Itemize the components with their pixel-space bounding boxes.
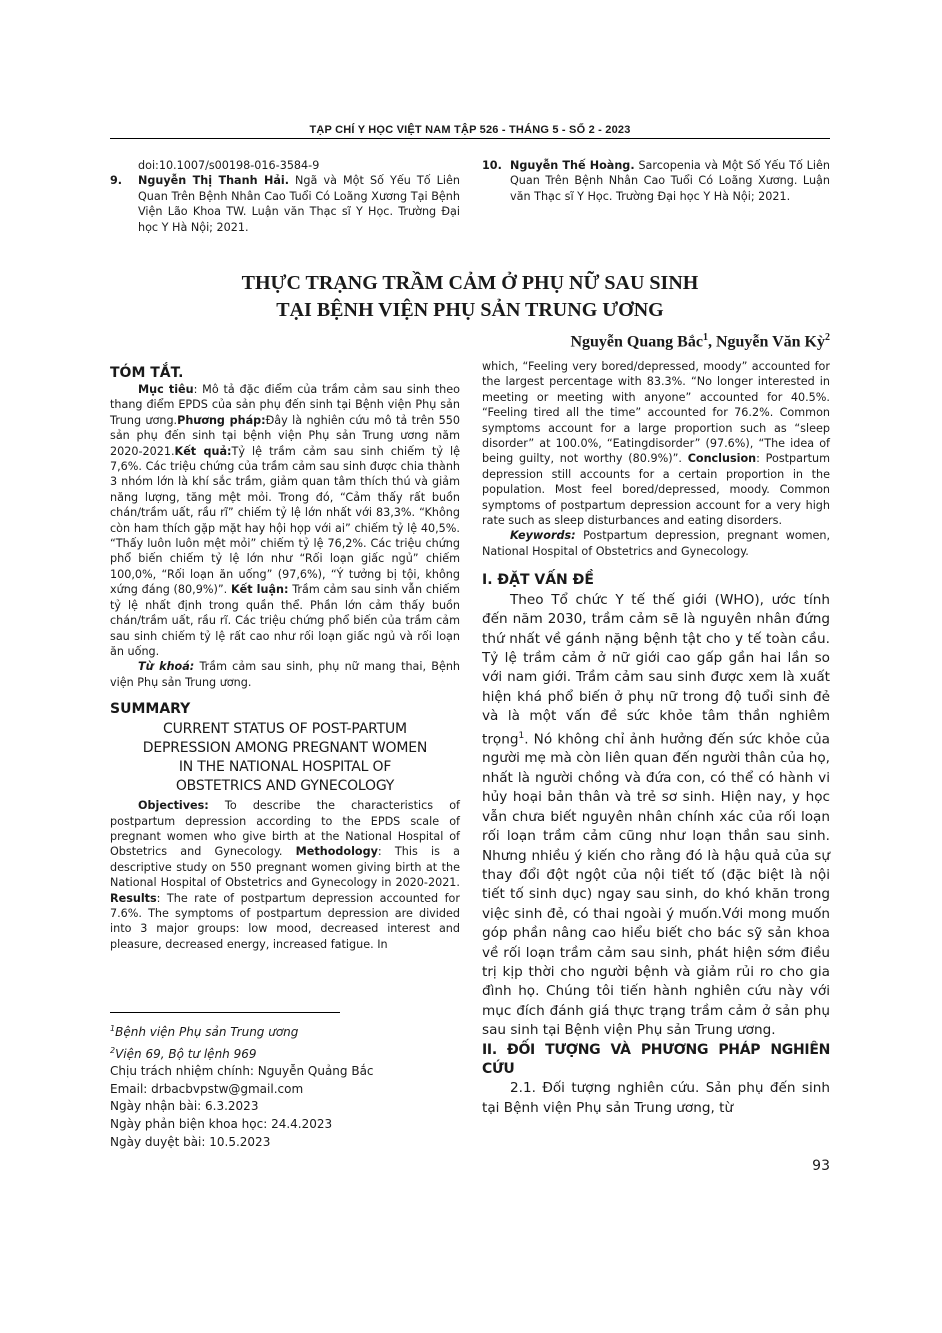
muc-tieu-label: Mục tiêu [138, 383, 194, 396]
muc-tieu-text: : Mô tả đặc điểm của trầm cảm sau sinh theo thang điểm EPDS của sản phụ đến sinh tại Bệnh viện Phụ sản Trung ương. [110, 383, 461, 427]
section-1 [482, 571, 830, 1118]
tu-khoa-label: Từ khoá: [138, 660, 195, 674]
vn-abstract-heading: TÓM TẮT. [110, 365, 184, 381]
reference-number: 10. [482, 159, 502, 172]
footnote-reviewed: Ngày phản biện khoa học: 24.4.2023 [110, 1116, 333, 1131]
reference-10 [482, 158, 830, 204]
footnote-affiliation-1 [110, 1020, 460, 1042]
para-text: Sản phụ đến sinh tại Bệnh viện Phụ sản Trung ương, từ [482, 1080, 830, 1116]
footnotes [110, 1020, 460, 1151]
en-title-line: DEPRESSION AMONG PREGNANT WOMEN [142, 740, 428, 757]
footnote-received: Ngày nhận bài: 6.3.2023 [110, 1099, 259, 1114]
footnote-text: Viện 69, Bộ tư lệnh 969 [115, 1046, 257, 1061]
footnote-text: Bệnh viện Phụ sản Trung ương [115, 1025, 299, 1039]
conclusion-text: : Postpartum depression still accounts for a certain proportion in the population. Most feel bored/depressed, moody. Common symptoms of postpartum depression account for a very high rate such as sleep disturbances and eating disorders. [482, 452, 830, 528]
article-title [110, 270, 830, 324]
objectives-label: Objectives: [138, 799, 209, 813]
page-number: 93 [812, 1158, 830, 1174]
author-1-affiliation: 1 [702, 332, 708, 343]
reference-text: Sarcopenia và Một Số Yếu Tố Liên Quan Trên Bệnh Nhân Cao Tuổi Có Loãng Xương. Luận văn Thạc sĩ Y Học. Trường Đại học Y Hà Nội; 2021. [510, 159, 830, 203]
author-line [570, 332, 830, 351]
footnote-marker: 2 [110, 1045, 116, 1055]
reference-9 [110, 173, 460, 235]
section-2-paragraph [482, 1079, 830, 1118]
section-1-heading: I. ĐẶT VẤN ĐỀ [482, 572, 594, 589]
conclusion-label: Conclusion [687, 452, 757, 466]
en-title-line: OBSTETRICS AND GYNECOLOGY [175, 778, 395, 795]
ket-qua-text: Tỷ lệ trầm cảm sau sinh chiếm tỷ lệ 7,6%. Các triệu chứng của trầm cảm sau sinh được chia thành 3 nhóm lớn là khí sắc trầm, giảm quan tâm thích thú và giảm năng lượng, tăng mệt mỏi. Trong đó, “Cảm thấy rất buồn chán/trầm uất, rầu rĩ” chiếm tỷ lệ lớn nhất với 83,3%. “Không còn ham thích gặp mặt hay hội họp với ai” chiếm tỷ lệ 40,5%. “Thấy luôn luôn mệt mỏi” chiếm tỷ lệ 76,2%. Các triệu chứng phổ biến chiếm tỷ lệ lớn như “Rối loạn giấc ngủ” chiếm 100,0%, “Rối loạn ăn uống” (97,6%), “Ý tưởng bị tội, không xứng đáng (80,9%)”. [110, 444, 460, 597]
reference-text: Ngã và Một Số Yếu Tố Liên Quan Trên Bệnh Nhân Cao Tuổi Có Loãng Xương Tại Bệnh Viện Lão Khoa TW. Luận văn Thạc sĩ Y Học. Trường Đại học Y Hà Nội; 2021. [138, 174, 460, 234]
methodology-label: Methodology [295, 845, 378, 859]
header-rule [110, 138, 830, 139]
author-2-affiliation: 2 [825, 332, 830, 343]
footnote-responsible: Chịu trách nhiệm chính: Nguyễn Quảng Bắc [110, 1064, 374, 1079]
running-header: TẠP CHÍ Y HỌC VIỆT NAM TẬP 526 - THÁNG 5 - SỐ 2 - 2023 [309, 124, 631, 136]
keywords-label: Keywords: [510, 529, 576, 543]
author-1: Nguyễn Quang Bắc [570, 333, 703, 351]
author-2: Nguyễn Văn Kỳ [715, 333, 825, 351]
reference-author: Nguyễn Thị Thanh Hải. [138, 174, 289, 188]
footnote-marker: 1 [110, 1024, 116, 1033]
phuong-phap-label: Phương pháp: [177, 413, 266, 427]
title-line-2: TẠI BỆNH VIỆN PHỤ SẢN TRUNG ƯƠNG [276, 299, 664, 321]
doi-line: doi:10.1007/s00198-016-3584-9 [138, 159, 320, 172]
footnote-email: Email: drbacbvpstw@gmail.com [110, 1081, 304, 1096]
subsection-label: 2.1. Đối tượng nghiên cứu. [510, 1080, 700, 1097]
results-label: Results [110, 891, 157, 905]
en-abstract-heading: SUMMARY [110, 701, 191, 718]
footnote-rule [110, 1012, 340, 1013]
en-title [110, 720, 460, 796]
title-line-1: THỰC TRẠNG TRẦM CẢM Ở PHỤ NỮ SAU SINH [241, 272, 699, 294]
ket-luan-text: Trầm cảm sau sinh vẫn chiếm tỷ lệ nhất định trong quần thể. Phần lớn cảm thấy buồn chán/trầm uất, rầu rĩ. Các triệu chứng phổ biến của trầm cảm sau sinh chiếm tỷ lệ rất cao như rối loạn giấc ngủ và rối loạn ăn uống. [110, 583, 460, 658]
en-title-line: CURRENT STATUS OF POST-PARTUM [163, 721, 407, 738]
references-right [482, 158, 830, 204]
footnote-affiliation-2 [110, 1042, 460, 1064]
ket-qua-label: Kết quả: [174, 444, 232, 458]
results-text-continued: which, “Feeling very bored/depressed, moody” accounted for the largest percentage with 83.3%. “No longer interested in meeting or meeting with anyone” accounted for 40.5%. “Feeling tired all the time” accounted for 76.2%. Common symptoms account for a large proportion such as “sleep disorder” at 100.0%, “Eatingdisorder” (97.6%), “The idea of being guilty, not worthy (80.9%)”. [482, 360, 830, 466]
left-column [110, 364, 460, 952]
en-abstract-body [110, 798, 460, 952]
ket-luan-label: Kết luận: [230, 583, 289, 597]
reference-number: 9. [110, 174, 123, 188]
results-text: : The rate of postpartum depression accounted for 7.6%. The symptoms of postpartum depression are divided into 3 major groups: low mood, decreased interest and pleasure, decreased energy, increased fatigue. In [110, 891, 460, 951]
right-column [482, 359, 830, 1118]
author-separator: , [707, 333, 716, 351]
phuong-phap-text: Đây là nghiên cứu mô tả trên 550 sản phụ đến sinh tại bệnh viện Phụ sản Trung ương năm 2020-2021. [110, 413, 461, 458]
section-1-paragraph [482, 591, 830, 1041]
vn-keywords [110, 659, 460, 690]
para-text: . Nó không chỉ ảnh hưởng đến sức khỏe của người mẹ mà còn liên quan đến người thân của họ, nhất là người chồng và đứa con, có thể có hành vi hủy hoại bản thân và trẻ sơ sinh. Hiện nay, y học vẫn chưa biết nguyên nhân chính xác của rối loạn rối loạn trầm cảm cũng như loạn thần sau sinh. Nhưng nhiều ý kiến cho rằng đó là hậu quả của sự thay đổi đột ngột của nội tiết tố (đặc biệt là nội tiết tố sinh dục) ngay sau sinh, do khó khăn trong việc sinh đẻ, có thai ngoài ý muốn.Với mong muốn góp phần nâng cao hiểu biết cho bác sỹ sản khoa về rối loạn trầm cảm sau sinh, phát hiện sớm điều trị kịp thời cho người bệnh và giảm rủi ro cho gia đình họ. Chúng tôi tiến hành nghiên cứu này với mục đích đánh giá thực trạng trầm cảm ở sản phụ sau sinh tại Bệnh viện Phụ sản Trung ương. [482, 731, 830, 1039]
keywords-text: Postpartum depression, pregnant women, National Hospital of Obstetrics and Gynecology. [482, 529, 830, 558]
footnote-accepted: Ngày duyệt bài: 10.5.2023 [110, 1134, 271, 1149]
section-2-heading: II. ĐỐI TƯỢNG VÀ PHƯƠNG PHÁP NGHIÊN CỨU [482, 1041, 830, 1077]
en-title-line: IN THE NATIONAL HOSPITAL OF [178, 759, 392, 776]
vn-abstract-body [110, 382, 460, 659]
references-left [110, 158, 460, 235]
objectives-text: To describe the characteristics of postpartum depression according to the EPDS scale of pregnant women who give birth at the National Hospital of Obstetrics and Gynecology. [110, 799, 460, 859]
tu-khoa-text: Trầm cảm sau sinh, phụ nữ mang thai, Bệnh viện Phụ sản Trung ương. [110, 660, 461, 689]
citation-sup: 1 [518, 730, 525, 741]
para-text: Theo Tổ chức Y tế thế giới (WHO), ước tính đến năm 2030, trầm cảm sẽ là nguyên nhân đứng thứ nhất về gánh nặng bệnh tật cho y tế toàn cầu. Tỷ lệ trầm cảm ở nữ giới cao gấp gần hai lần so với nam giới. Trầm cảm sau sinh được xem là xuất hiện khá phổ biến ở phụ nữ trong độ tuổi sinh đẻ và là một vấn đề sức khỏe tâm thần nghiêm trọng [482, 591, 830, 748]
methodology-text: : This is a descriptive study on 550 pregnant women giving birth at the National Hospital of Obstetrics and Gynecology in 2020-2021. [110, 845, 460, 890]
en-abstract-continued [482, 359, 830, 528]
reference-author: Nguyễn Thế Hoàng. [510, 159, 635, 172]
en-keywords [482, 528, 830, 559]
